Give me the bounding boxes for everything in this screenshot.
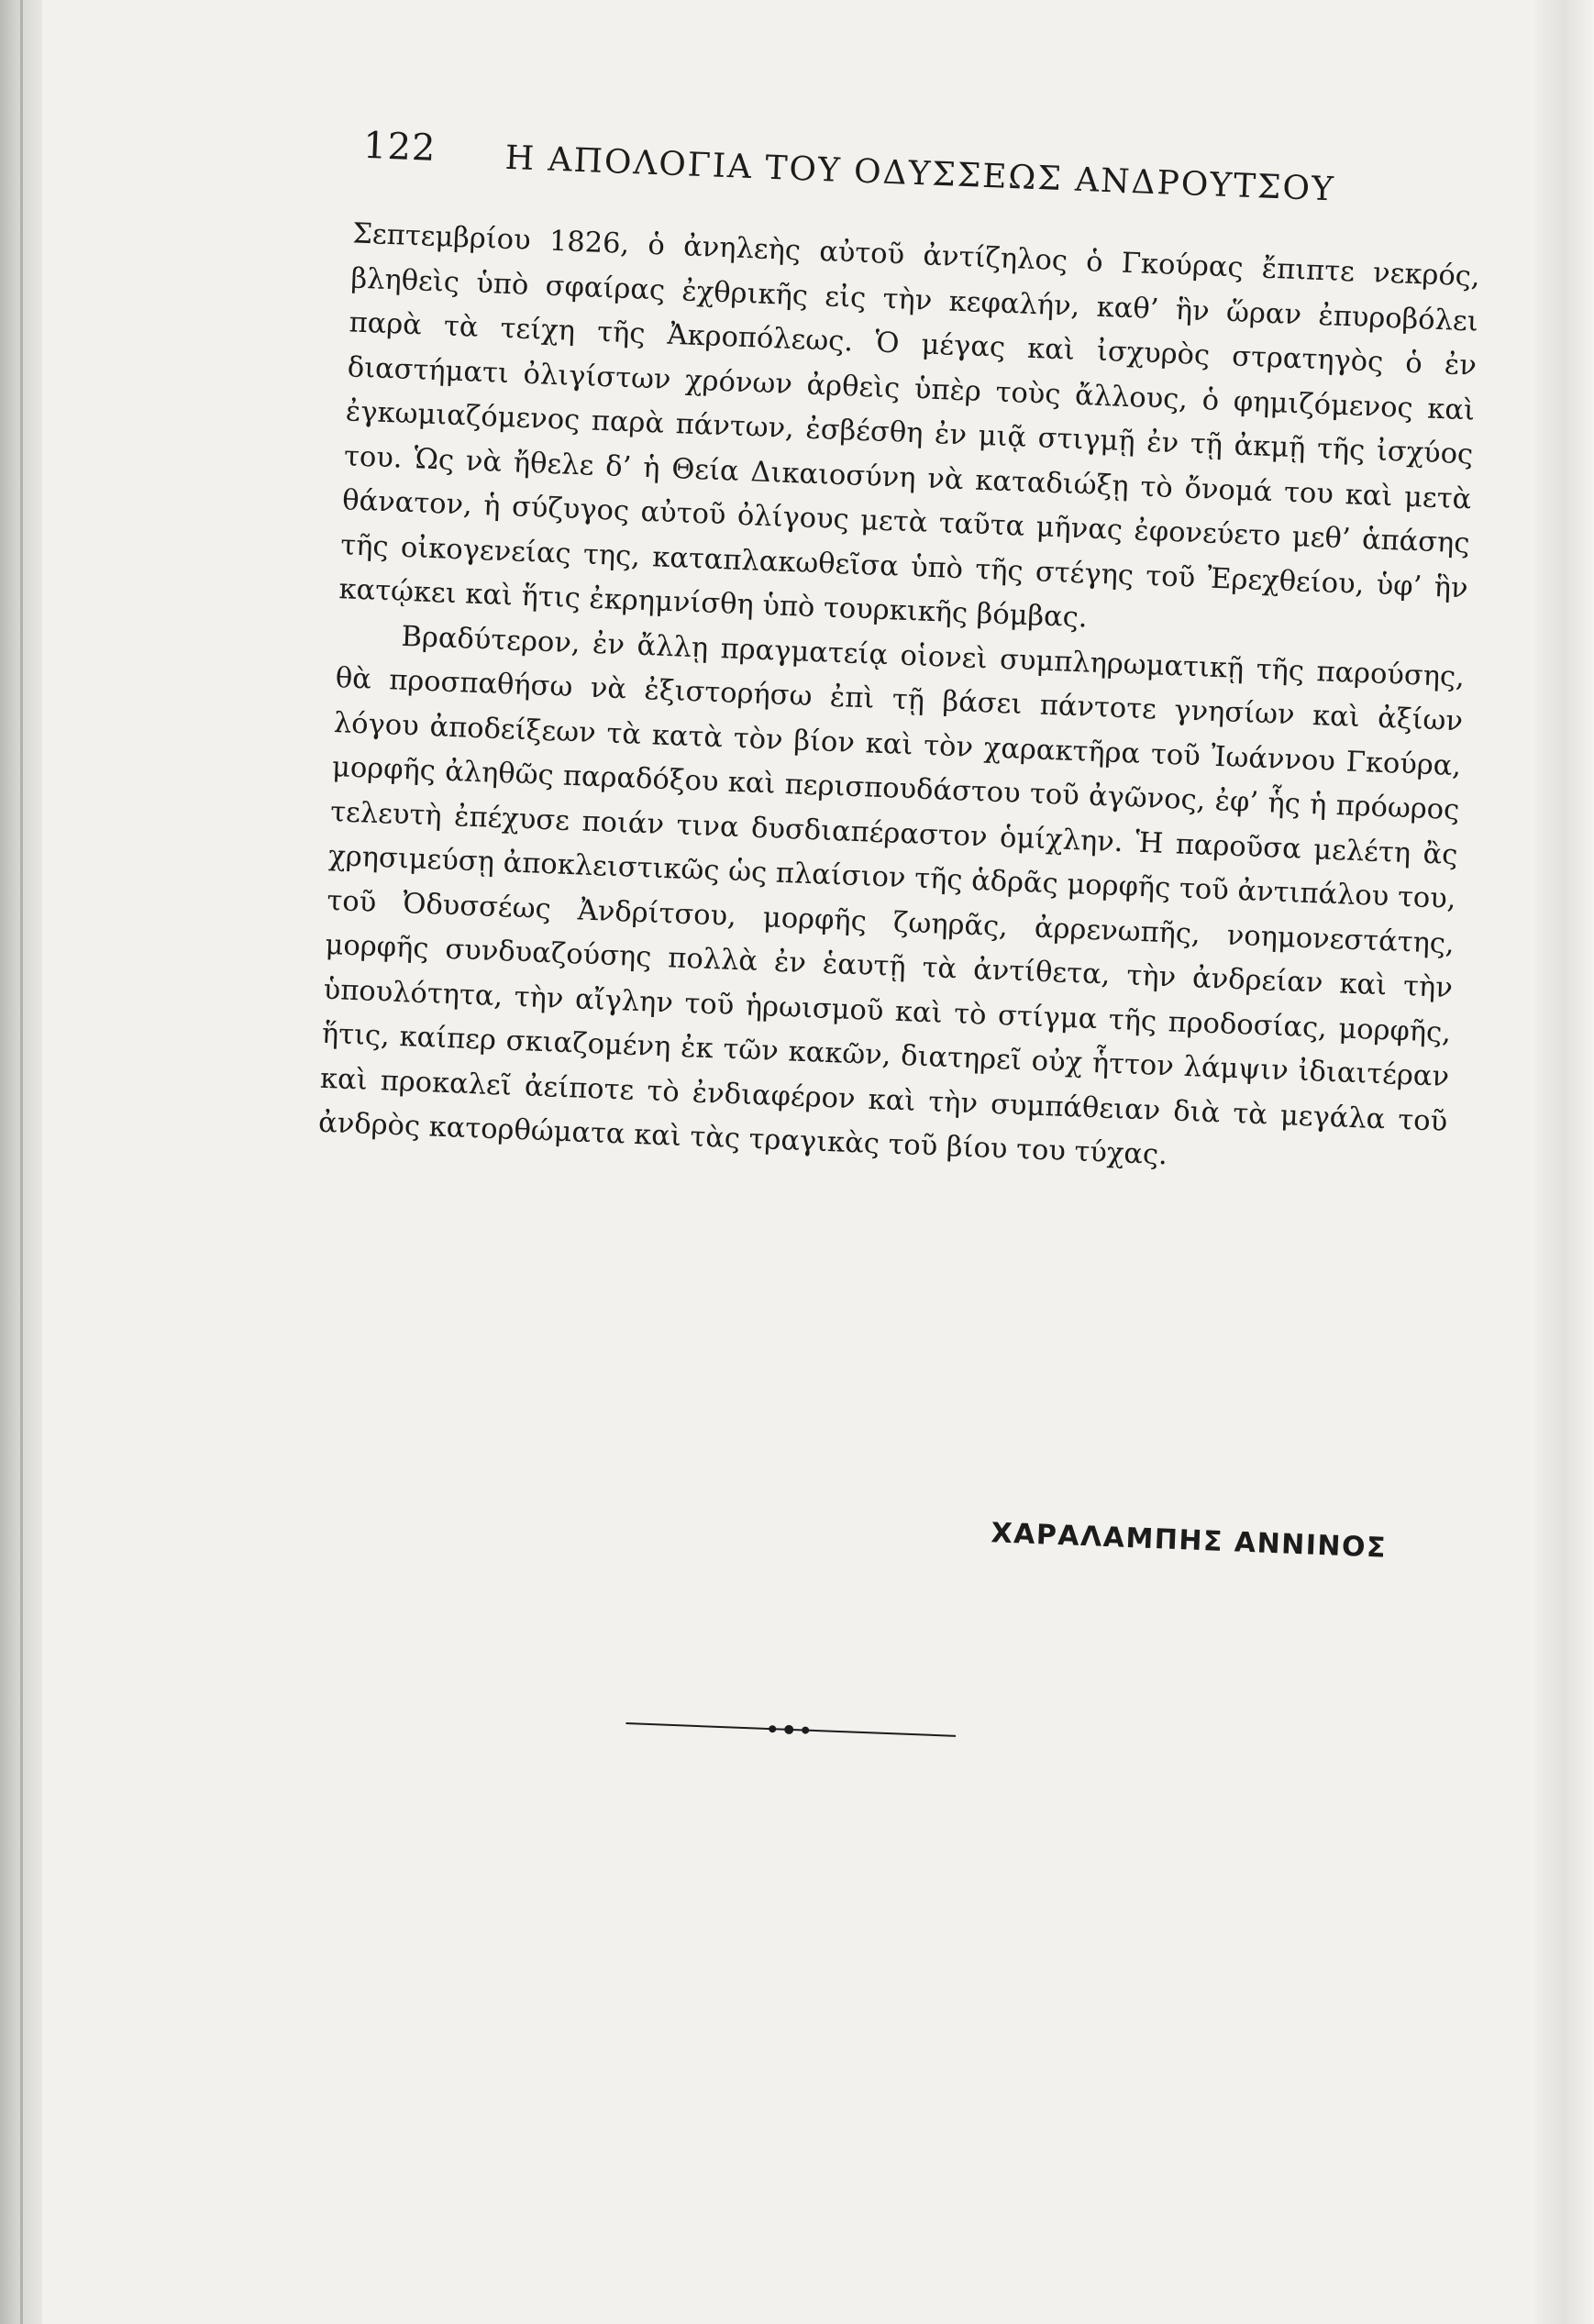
author-signature: ΧΑΡΑΛΑΜΠΗΣ ΑΝΝΙΝΟΣ [990,1517,1388,1565]
paragraph-2: Βραδύτερον, ἐν ἄλλῃ πραγματείᾳ οἱονεὶ συμπληρωματικῇ τῆς παρούσης, θὰ προσπαθήσω νὰ ἐξιστορήσω ἐπὶ τῇ βάσει πάντοτε γνησίων καὶ ἀξίων λόγου ἀποδείξεων τὰ κατὰ τὸν βίον καὶ τὸν χαρακτῆρα τοῦ Ἰωάννου Γκούρα, μορφῆς ἀληθῶς παραδόξου καὶ περισπουδάστου τοῦ ἀγῶνος, ἐφ’ ἧς ἡ πρόωρος τελευτὴ ἐπέχυσε ποιάν τινα δυσδιαπέραστον ὁμίχλην. Ἡ παροῦσα μελέτη ἂς χρησιμεύσῃ ἀποκλειστικῶς ὡς πλαίσιον τῆς ἁδρᾶς μορφῆς τοῦ ἀντιπάλου του, τοῦ Ὀδυσσέως Ἀνδρίτσου, μορφῆς ζωηρᾶς, ἀρρενωπῆς, νοημονεστάτης, μορφῆς συνδυαζούσης πολλὰ ἐν ἑαυτῇ τὰ ἀντίθετα, τὴν ἀνδρείαν καὶ τὴν ὑπουλότητα, τὴν αἴγλην τοῦ ἡρωισμοῦ καὶ τὸ στίγμα τῆς προδοσίας, μορφῆς, ἥτις, καίπερ σκιαζομένη ἐκ τῶν κακῶν, διατηρεῖ οὐχ ἧττον λάμψιν ἰδιαιτέραν καὶ προκαλεῖ ἀείποτε τὸ ἐνδιαφέρον καὶ τὴν συμπάθειαν διὰ τὰ μεγάλα τοῦ ἀνδρὸς κατορθώματα καὶ τὰς τραγικὰς τοῦ βίου του τύχας. [317,620,1466,1172]
running-head: Η ΑΠΟΛΟΓΙΑ ΤΟΥ ΟΔΥΣΣΕΩΣ ΑΝΔΡΟΥΤΣΟΥ [504,138,1336,209]
page-edge-shadow [1535,0,1594,2324]
ornament-divider [625,1714,957,1745]
paragraph-1: Σεπτεμβρίου 1826, ὁ ἀνηλεὴς αὐτοῦ ἀντίζηλος ὁ Γκούρας ἔπιπτε νεκρός, βληθεὶς ὑπὸ σφαίρας ἐχθρικῆς εἰς τὴν κεφαλήν, καθ’ ἣν ὥραν ἐπυροβόλει παρὰ τὰ τείχη τῆς Ἀκροπόλεως. Ὁ μέγας καὶ ἰσχυρὸς στρατηγὸς ὁ ἐν διαστήματι ὀλιγίστων χρόνων ἀρθεὶς ὑπὲρ τοὺς ἄλλους, ὁ φημιζόμενος καὶ ἐγκωμιαζόμενος παρὰ πάντων, ἐσβέσθη ἐν μιᾷ στιγμῇ ἐν τῇ ἀκμῇ τῆς ἰσχύος του. Ὡς νὰ ἤθελε δ’ ἡ Θεία Δικαιοσύνη νὰ καταδιώξῃ τὸ ὄνομά του καὶ μετὰ θάνατον, ἡ σύζυγος αὐτοῦ ὀλίγους μετὰ ταῦτα μῆνας ἐφονεύετο μεθ’ ἁπάσης τῆς οἰκογενείας της, καταπλακωθεῖσα ὑπὸ τῆς στέγης τοῦ Ἐρεχθείου, ὑφ’ ἣν κατῴκει καὶ ἥτις ἐκρημνίσθη ὑπὸ τουρκικῆς βόμβας. [338,217,1481,635]
page-number: 122 [362,124,437,170]
book-page [240,101,1512,2254]
body-text [317,212,1480,1189]
gutter-line [20,0,23,2324]
